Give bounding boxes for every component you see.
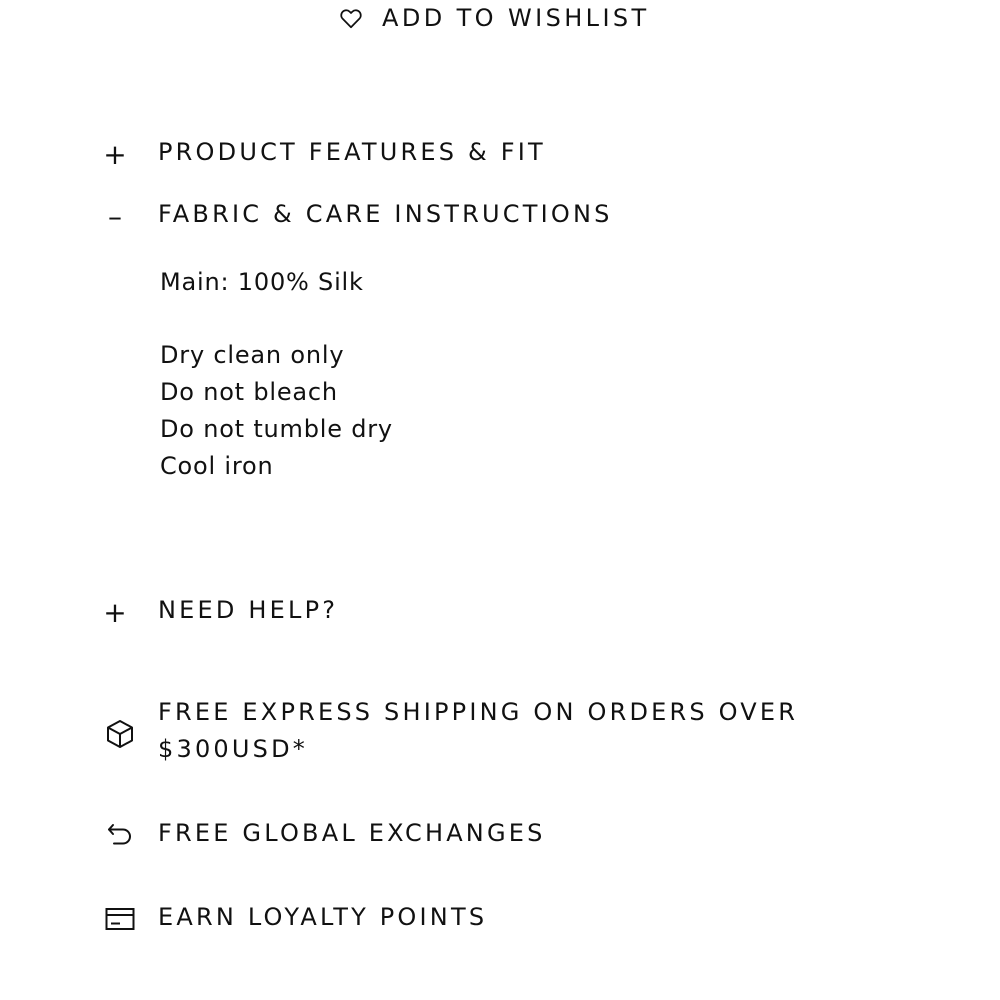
accordion-title-fabric-care[interactable]: FABRIC & CARE INSTRUCTIONS: [158, 200, 613, 228]
care-instruction: Do not tumble dry: [160, 415, 393, 443]
fabric-care-panel: [160, 264, 393, 485]
return-arrow-icon: [103, 818, 137, 852]
add-to-wishlist-button[interactable]: [338, 0, 650, 36]
perk-free-exchanges: FREE GLOBAL EXCHANGES: [158, 819, 546, 847]
care-instruction: Cool iron: [160, 452, 274, 480]
expand-product-features-icon[interactable]: +: [103, 138, 127, 171]
perk-free-shipping: FREE EXPRESS SHIPPING ON ORDERS OVER $300USD*: [158, 698, 799, 763]
box-icon: [103, 717, 137, 751]
care-instruction: Dry clean only: [160, 341, 345, 369]
care-instruction: Do not bleach: [160, 378, 338, 406]
heart-icon: [338, 5, 364, 31]
fabric-composition: Main: 100% Silk: [160, 268, 364, 296]
expand-need-help-icon[interactable]: +: [103, 596, 127, 629]
card-icon: [103, 902, 137, 936]
perk-loyalty-points: EARN LOYALTY POINTS: [158, 903, 488, 931]
accordion-title-product-features[interactable]: PRODUCT FEATURES & FIT: [158, 138, 546, 166]
wishlist-label: ADD TO WISHLIST: [382, 3, 650, 32]
collapse-fabric-care-icon[interactable]: –: [108, 200, 122, 233]
accordion-title-need-help[interactable]: NEED HELP?: [158, 596, 339, 624]
